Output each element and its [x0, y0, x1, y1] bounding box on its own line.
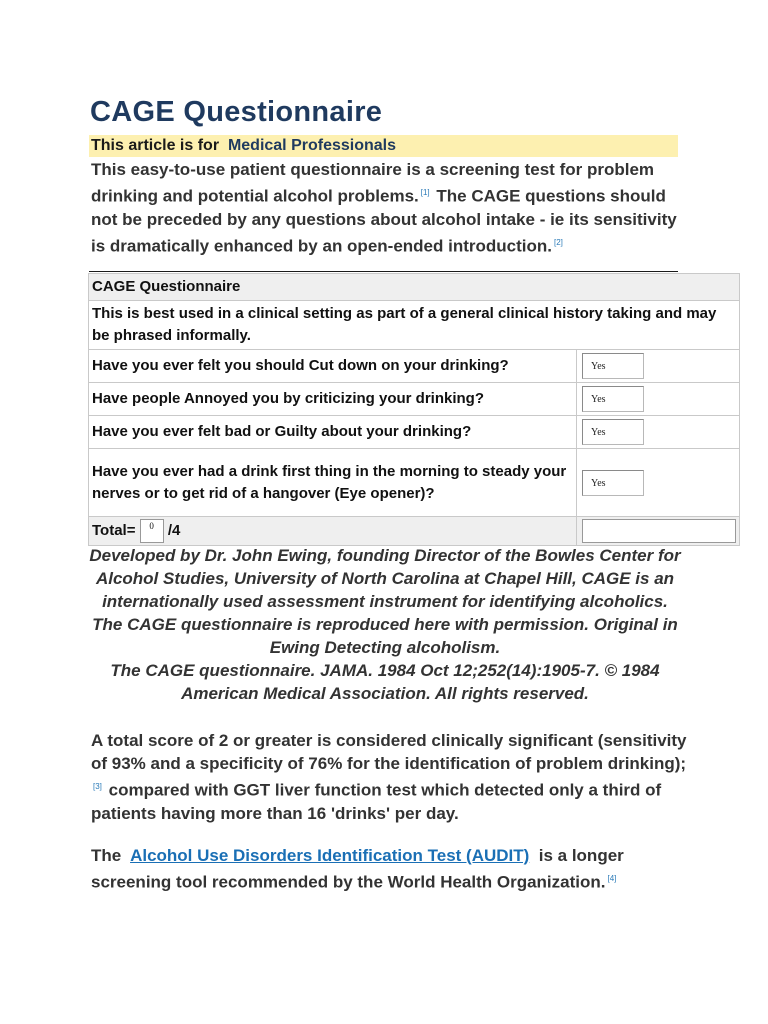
total-max: /4 — [167, 521, 181, 539]
score-text-1: A total score of 2 or greater is considered clinically significant (sensitivity of 93% and a specificity of 76% for the identification of problem drinking); — [91, 731, 687, 773]
audit-suffix: is a longer screening tool recommended by the World Health Organization. — [91, 846, 624, 892]
audit-paragraph — [91, 844, 691, 894]
question-row-cut-down — [89, 350, 740, 383]
credit-paragraph — [88, 544, 682, 705]
credit-text: Developed by Dr. John Ewing, founding Director of the Bowles Center for Alcohol Studies, University of North Carolina at Chapel Hill, CAGE is an internationally used assessment instrument for identifying alcoholics. The CAGE questionnaire is reproduced here with permission. Original in Ewing Detecting alcoholism. — [89, 546, 681, 657]
intro-text-2: The CAGE questions should not be preceded by any questions about alcohol intake - ie its sensitivity is dramatically enhanced by an open-ended introduction. — [91, 186, 677, 256]
cage-table — [88, 273, 740, 546]
citation-text: The CAGE questionnaire. JAMA. 1984 Oct 12;252(14):1905-7. © 1984 American Medical Association. All rights reserved. — [110, 661, 660, 703]
answer-select-eye-opener[interactable]: Yes — [582, 470, 644, 496]
table-note-row — [89, 301, 740, 350]
total-row — [89, 517, 740, 546]
answer-select-guilty[interactable]: Yes — [582, 419, 644, 445]
question-text: Have you ever felt bad or Guilty about your drinking? — [89, 416, 577, 449]
audience-banner — [89, 135, 678, 157]
reference-link-3[interactable]: [3] — [93, 782, 102, 791]
audience-label: Medical Professionals — [227, 137, 396, 154]
audit-prefix: The — [91, 846, 122, 865]
table-note: This is best used in a clinical setting as part of a general clinical history taking and may be phrased informally. — [89, 301, 740, 350]
table-header-row — [89, 274, 740, 301]
divider — [89, 271, 678, 272]
reference-link-4[interactable]: [4] — [607, 874, 617, 883]
table-header: CAGE Questionnaire — [89, 274, 740, 301]
intro-text-1: This easy-to-use patient questionnaire is a screening test for problem drinking and potential alcohol problems. — [91, 160, 655, 206]
audit-link[interactable]: Alcohol Use Disorders Identification Test (AUDIT) — [130, 846, 530, 865]
total-score-field[interactable]: 0 — [140, 519, 164, 543]
question-row-eye-opener — [89, 449, 740, 517]
total-label: Total= — [92, 521, 136, 539]
answer-select-cut-down[interactable]: Yes — [582, 353, 644, 379]
question-text: Have people Annoyed you by criticizing your drinking? — [89, 383, 577, 416]
score-paragraph — [91, 729, 691, 825]
page-title: CAGE Questionnaire — [90, 96, 383, 128]
intro-paragraph — [91, 158, 691, 257]
question-row-annoyed — [89, 383, 740, 416]
total-result-field[interactable] — [582, 519, 736, 543]
reference-link-1[interactable]: [1] — [420, 188, 430, 197]
audience-prefix: This article is for — [91, 137, 220, 154]
reference-link-2[interactable]: [2] — [553, 237, 563, 247]
total-cell — [89, 517, 577, 546]
question-text: Have you ever felt you should Cut down on your drinking? — [89, 350, 577, 383]
question-text: Have you ever had a drink first thing in the morning to steady your nerves or to get rid of a hangover (Eye opener)? — [89, 449, 577, 517]
score-text-2: compared with GGT liver function test which detected only a third of patients having more than 16 'drinks' per day. — [91, 780, 662, 823]
answer-select-annoyed[interactable]: Yes — [582, 386, 644, 412]
question-row-guilty — [89, 416, 740, 449]
